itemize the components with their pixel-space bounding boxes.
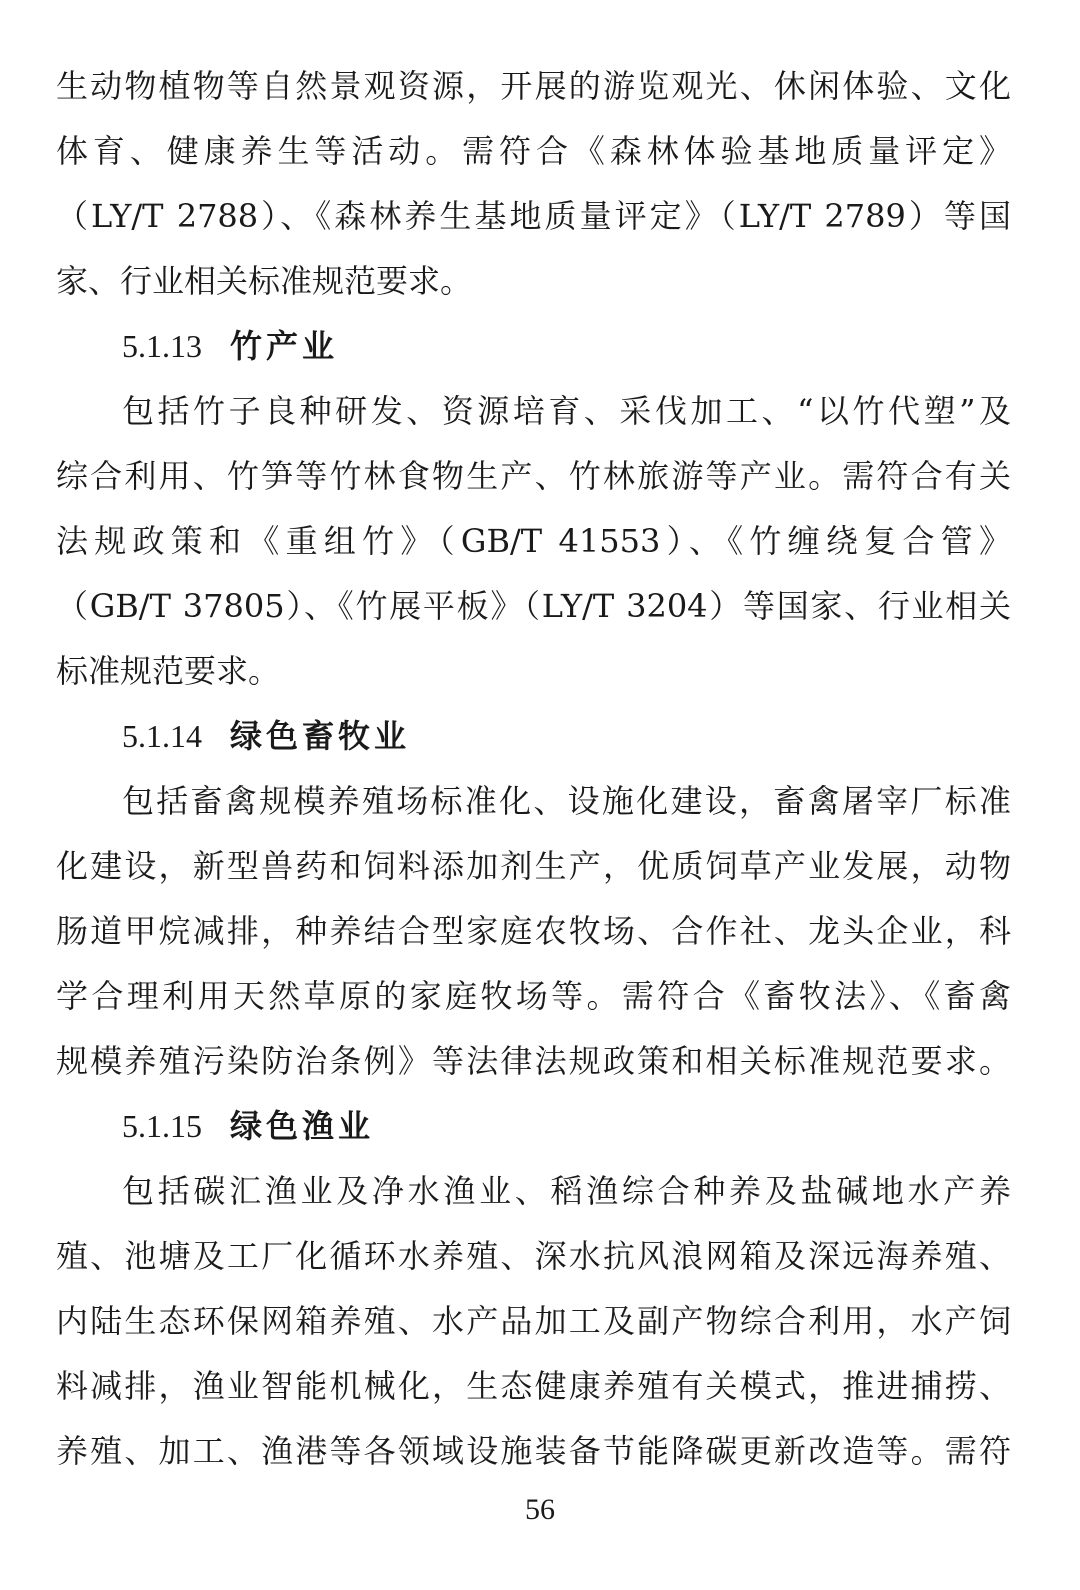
text-line: （LY/T 2788）、《森林养生基地质量评定》（LY/T 2789）等国 bbox=[56, 197, 1011, 235]
text-line: 标准规范要求。 bbox=[56, 652, 281, 690]
text-line: 肠道甲烷减排，种养结合型家庭农牧场、合作社、龙头企业，科 bbox=[56, 912, 1011, 950]
text-line: 内陆生态环保网箱养殖、水产品加工及副产物综合利用，水产饲 bbox=[56, 1302, 1011, 1340]
text-line: 生动物植物等自然景观资源，开展的游览观光、休闲体验、文化 bbox=[56, 67, 1011, 105]
text-line: 包括碳汇渔业及净水渔业、稻渔综合种养及盐碱地水产养 bbox=[122, 1172, 1011, 1210]
section-heading bbox=[122, 324, 338, 368]
text-line: 法规政策和《重组竹》（GB/T 41553）、《竹缠绕复合管》 bbox=[56, 522, 1011, 560]
text-line: 学合理利用天然草原的家庭牧场等。需符合《畜牧法》、《畜禽 bbox=[56, 977, 1011, 1015]
text-line: 综合利用、竹笋等竹林食物生产、竹林旅游等产业。需符合有关 bbox=[56, 457, 1011, 495]
text-line: （GB/T 37805）、《竹展平板》（LY/T 3204）等国家、行业相关 bbox=[56, 587, 1011, 625]
text-line: 包括畜禽规模养殖场标准化、设施化建设，畜禽屠宰厂标准 bbox=[122, 782, 1011, 820]
section-number: 5.1.13 bbox=[122, 328, 202, 364]
section-title: 绿色渔业 bbox=[230, 1107, 375, 1145]
section-title: 绿色畜牧业 bbox=[230, 717, 411, 755]
text-line: 殖、池塘及工厂化循环水养殖、深水抗风浪网箱及深远海养殖、 bbox=[56, 1237, 1011, 1275]
text-line: 料减排，渔业智能机械化，生态健康养殖有关模式，推进捕捞、 bbox=[56, 1367, 1011, 1405]
section-title: 竹产业 bbox=[230, 327, 339, 365]
text-line: 规模养殖污染防治条例》等法律法规政策和相关标准规范要求。 bbox=[56, 1042, 1011, 1080]
text-line: 化建设，新型兽药和饲料添加剂生产，优质饲草产业发展，动物 bbox=[56, 847, 1011, 885]
section-heading bbox=[122, 1104, 374, 1148]
text-line: 体育、健康养生等活动。需符合《森林体验基地质量评定》 bbox=[56, 132, 1011, 170]
section-heading bbox=[122, 714, 410, 758]
text-line: 包括竹子良种研发、资源培育、采伐加工、“以竹代塑”及 bbox=[122, 392, 1011, 430]
section-number: 5.1.14 bbox=[122, 718, 202, 754]
page-number: 56 bbox=[525, 1493, 555, 1526]
text-line: 养殖、加工、渔港等各领域设施装备节能降碳更新改造等。需符 bbox=[56, 1432, 1011, 1470]
text-line: 家、行业相关标准规范要求。 bbox=[56, 262, 473, 300]
section-number: 5.1.15 bbox=[122, 1108, 202, 1144]
